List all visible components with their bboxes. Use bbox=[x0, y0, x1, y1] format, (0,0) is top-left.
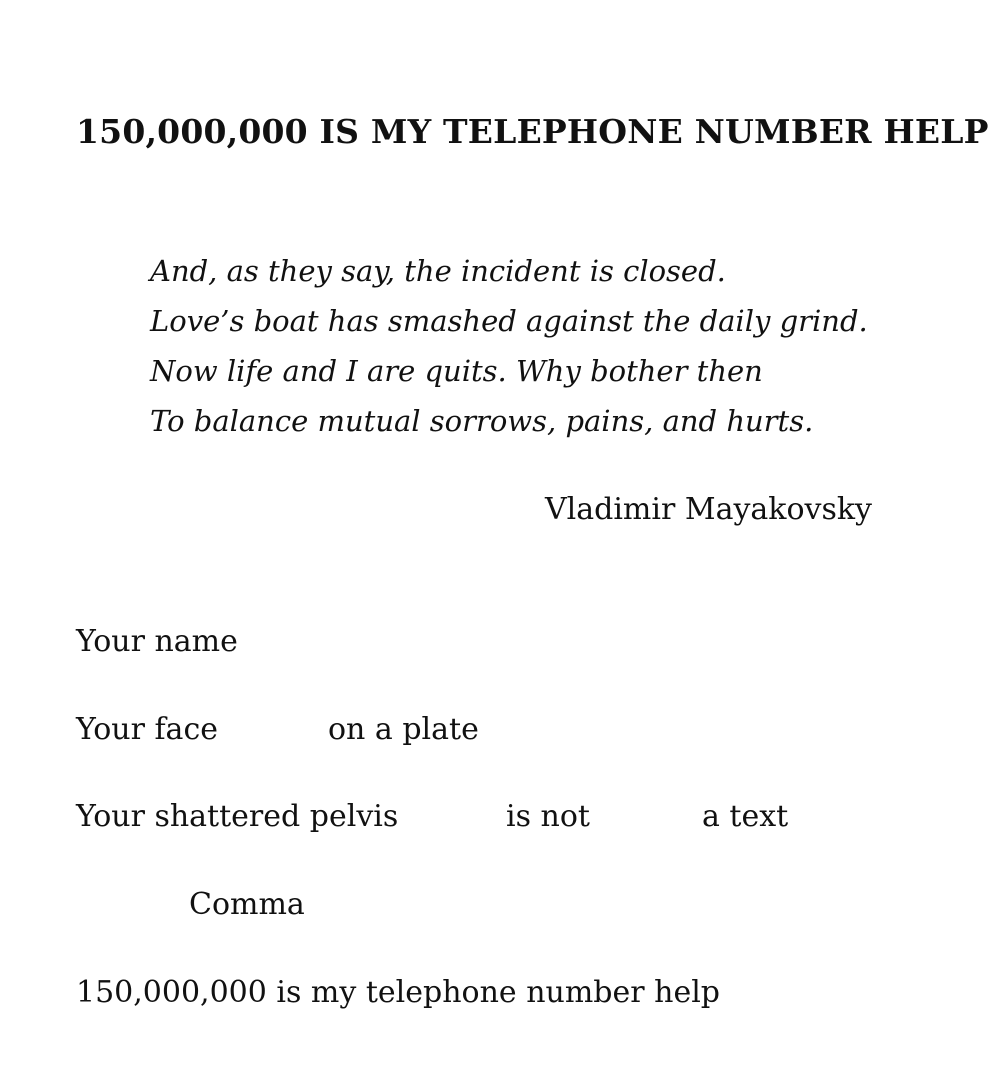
poem-line-5: 150,000,000 is my telephone number help bbox=[76, 975, 721, 1010]
poem-line-3-part-2: is not bbox=[506, 799, 590, 834]
epigraph-line: To balance mutual sorrows, pains, and hurts. bbox=[150, 404, 814, 438]
poem-line-2-part-1: Your face bbox=[76, 712, 219, 747]
poem-line-2-part-2: on a plate bbox=[328, 712, 479, 747]
epigraph-attribution: Vladimir Mayakovsky bbox=[544, 492, 872, 527]
epigraph-line: And, as they say, the incident is closed. bbox=[150, 254, 726, 288]
poem-line-3-part-1: Your shattered pelvis bbox=[76, 799, 399, 834]
poem-title: 150,000,000 IS MY TELEPHONE NUMBER HELP bbox=[76, 112, 989, 151]
epigraph bbox=[150, 246, 868, 446]
poem-line-1: Your name bbox=[76, 624, 238, 659]
epigraph-line: Love’s boat has smashed against the daily grind. bbox=[150, 304, 868, 338]
poem-line-4: Comma bbox=[189, 887, 305, 922]
poem-line-3-part-3: a text bbox=[702, 799, 789, 834]
epigraph-line: Now life and I are quits. Why bother then bbox=[150, 354, 763, 388]
